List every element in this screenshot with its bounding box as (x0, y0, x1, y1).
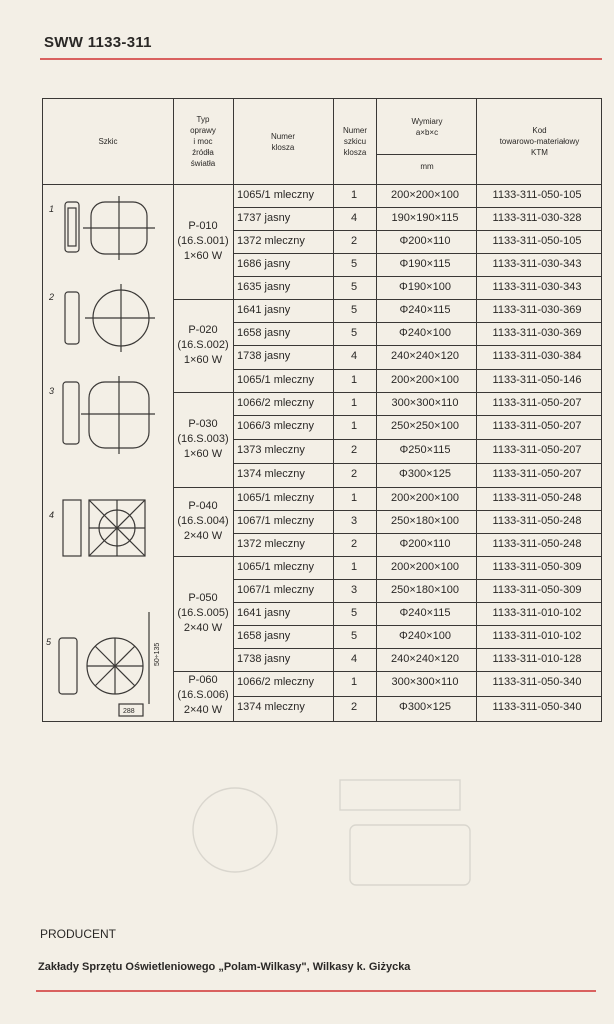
shade-sketch-number: 4 (350, 212, 358, 224)
table-row (233, 369, 601, 393)
lamp-shade-number: 1641 jasny (237, 607, 291, 619)
lamp-shade-number: 1686 jasny (237, 258, 291, 270)
lamp-shade-number: 1065/1 mleczny (237, 492, 315, 504)
ktm-code: 1133-311-050-207 (492, 468, 582, 480)
fixture-type-label: P-050 (16.S.005) 2×40 W (177, 591, 229, 634)
lamp-shade-number: 1372 mleczny (237, 538, 305, 550)
bottom-rule (36, 990, 596, 992)
table-row (233, 230, 601, 254)
group-divider (173, 671, 233, 672)
sketch-number: 2 (49, 292, 55, 302)
lamp-shade-number: 1738 jasny (237, 350, 291, 362)
producer-name: Zakłady Sprzętu Oświetleniowego „Polam-Wilkasy", Wilkasy k. Giżycka (38, 961, 411, 973)
dimensions: 200×200×100 (391, 561, 459, 573)
group-divider (173, 299, 233, 300)
shade-sketch-number: 2 (350, 468, 358, 480)
ktm-code: 1133-311-050-248 (492, 538, 582, 550)
dimensions: 250×250×100 (391, 420, 459, 432)
lamp-shade-number: 1658 jasny (237, 630, 291, 642)
shade-sketch-number: 5 (350, 258, 358, 270)
lamp-shade-number: 1374 mleczny (237, 701, 305, 713)
ktm-code: 1133-311-010-102 (492, 630, 582, 642)
sketch-p020 (65, 284, 155, 352)
table-row (233, 463, 601, 488)
header-shade-no: Numer szkicu klosza (342, 126, 367, 157)
table-row (233, 184, 601, 208)
table-row (233, 415, 601, 440)
dimensions: 190×190×115 (391, 212, 459, 224)
table-row (233, 392, 601, 416)
shade-sketch-number: 5 (350, 304, 358, 316)
dimensions: Φ240×115 (399, 607, 451, 619)
lamp-shade-number: 1066/3 mleczny (237, 420, 315, 432)
sketch-number: 4 (49, 510, 55, 520)
lamp-shade-number: 1065/1 mleczny (237, 189, 315, 201)
dimensions: 300×300×110 (391, 397, 459, 409)
dimensions: 240×240×120 (391, 653, 459, 665)
dimensions: Φ240×100 (399, 327, 451, 339)
ktm-code: 1133-311-050-340 (492, 701, 582, 713)
lamp-shade-number: 1372 mleczny (237, 235, 305, 247)
table-row (233, 671, 601, 697)
table-row (233, 439, 601, 464)
dimensions: Φ300×125 (399, 468, 451, 480)
header-code: Kod towarowo-materiałowy KTM (499, 126, 580, 157)
table-row (233, 345, 601, 370)
lamp-shade-number: 1641 jasny (237, 304, 291, 316)
ktm-code: 1133-311-050-309 (492, 584, 582, 596)
shade-sketch-number: 4 (350, 350, 358, 362)
ktm-code: 1133-311-050-309 (492, 561, 582, 573)
ktm-code: 1133-311-050-340 (492, 676, 582, 688)
table-row (233, 276, 601, 300)
ktm-code: 1133-311-050-146 (492, 374, 582, 386)
shade-sketch-number: 1 (350, 561, 358, 573)
table-row (233, 533, 601, 557)
shade-sketch-number: 2 (350, 701, 358, 713)
shade-sketch-number: 5 (350, 327, 358, 339)
shade-sketch-number: 1 (350, 397, 358, 409)
shade-sketch-number: 2 (350, 444, 358, 456)
ktm-code: 1133-311-050-207 (492, 420, 582, 432)
header-type: Typ oprawy i moc źródła światła (190, 115, 216, 168)
header-sketch: Szkic (98, 137, 118, 146)
ktm-code: 1133-311-050-207 (492, 444, 582, 456)
dimensions: 300×300×110 (391, 676, 459, 688)
dimensions: Φ200×110 (399, 538, 451, 550)
fixture-type-label: P-030 (16.S.003) 1×60 W (177, 417, 229, 460)
ktm-code: 1133-311-050-105 (492, 189, 582, 201)
dimensions: 200×200×100 (391, 189, 459, 201)
shade-sketch-number: 1 (350, 676, 358, 688)
header-dims: Wymiary a×b×c (411, 116, 443, 137)
shade-sketch-number: 3 (350, 515, 358, 527)
table-row (233, 322, 601, 346)
table-row (233, 299, 601, 323)
fixture-type-label: P-060 (16.S.006) 2×40 W (177, 674, 229, 716)
dimensions: 200×200×100 (391, 374, 459, 386)
ktm-code: 1133-311-030-343 (492, 258, 582, 270)
dimensions: Φ300×125 (399, 701, 451, 713)
lamp-shade-number: 1066/2 mleczny (237, 676, 315, 688)
shade-sketch-number: 5 (350, 607, 358, 619)
fixture-type-label: P-040 (16.S.004) 2×40 W (177, 499, 229, 542)
header-dims-unit: mm (420, 162, 434, 171)
dimensions: Φ200×110 (399, 235, 451, 247)
ktm-code: 1133-311-050-248 (492, 492, 582, 504)
page-title: SWW 1133-311 (44, 34, 152, 51)
fixture-type-label: P-020 (16.S.002) 1×60 W (177, 323, 229, 366)
lamp-shade-number: 1737 jasny (237, 212, 291, 224)
table-row (233, 556, 601, 580)
dimension-label: 50÷135 (154, 642, 161, 666)
sketch-p050 (59, 612, 149, 716)
lamp-shade-number: 1067/1 mleczny (237, 515, 315, 527)
ktm-code: 1133-311-050-207 (492, 397, 582, 409)
lamp-shade-number: 1635 jasny (237, 281, 291, 293)
group-divider (173, 556, 233, 557)
lamp-shade-number: 1374 mleczny (237, 468, 305, 480)
dimensions: Φ240×100 (399, 630, 451, 642)
ktm-code: 1133-311-050-105 (492, 235, 582, 247)
shade-sketch-number: 1 (350, 374, 358, 386)
ktm-code: 1133-311-030-369 (492, 327, 582, 339)
bleed-through-sketch (180, 770, 580, 890)
group-divider (173, 487, 233, 488)
group-divider (173, 392, 233, 393)
table-row (233, 602, 601, 626)
lamp-shade-number: 1067/1 mleczny (237, 584, 315, 596)
dimensions: Φ190×115 (399, 258, 451, 270)
lamp-shade-number: 1658 jasny (237, 327, 291, 339)
sketch-number: 1 (49, 204, 55, 214)
shade-sketch-number: 5 (350, 281, 358, 293)
table-row (233, 207, 601, 231)
shade-sketch-number: 5 (350, 630, 358, 642)
ktm-code: 1133-311-030-328 (492, 212, 582, 224)
dimensions: Φ240×115 (399, 304, 451, 316)
ktm-code: 1133-311-030-384 (492, 350, 582, 362)
product-table (42, 98, 602, 722)
sketch-p010 (65, 196, 155, 260)
lamp-shade-number: 1065/1 mleczny (237, 561, 315, 573)
table-row (233, 648, 601, 672)
dimensions: 250×180×100 (391, 584, 459, 596)
fixture-sketches (43, 184, 173, 721)
ktm-code: 1133-311-010-102 (492, 607, 582, 619)
lamp-shade-number: 1738 jasny (237, 653, 291, 665)
sketch-number: 5 (46, 637, 52, 647)
table-row (233, 487, 601, 511)
sketch-p030 (63, 376, 155, 454)
dims-subline (377, 154, 477, 155)
table-row (233, 253, 601, 277)
producer-label: PRODUCENT (40, 927, 117, 941)
dimension-label: 288 (123, 708, 135, 715)
shade-sketch-number: 2 (350, 235, 358, 247)
sketch-number: 3 (49, 386, 55, 396)
ktm-code: 1133-311-030-343 (492, 281, 582, 293)
sketch-p040 (63, 500, 145, 556)
ktm-code: 1133-311-030-369 (492, 304, 582, 316)
shade-sketch-number: 1 (350, 492, 358, 504)
header-number: Numer klosza (270, 131, 295, 152)
dimensions: Φ250×115 (399, 444, 451, 456)
top-rule (40, 58, 602, 60)
lamp-shade-number: 1065/1 mleczny (237, 374, 315, 386)
table-row (233, 579, 601, 603)
shade-sketch-number: 1 (350, 420, 358, 432)
shade-sketch-number: 2 (350, 538, 358, 550)
lamp-shade-number: 1373 mleczny (237, 444, 305, 456)
dimensions: 240×240×120 (391, 350, 459, 362)
shade-sketch-number: 3 (350, 584, 358, 596)
table-row (233, 625, 601, 649)
fixture-type-label: P-010 (16.S.001) 1×60 W (177, 219, 229, 262)
dimensions: 250×180×100 (391, 515, 459, 527)
ktm-code: 1133-311-010-128 (492, 653, 582, 665)
shade-sketch-number: 1 (350, 189, 358, 201)
table-row (233, 696, 601, 722)
shade-sketch-number: 4 (350, 653, 358, 665)
table-row (233, 510, 601, 534)
dimensions: 200×200×100 (391, 492, 459, 504)
ktm-code: 1133-311-050-248 (492, 515, 582, 527)
lamp-shade-number: 1066/2 mleczny (237, 397, 315, 409)
dimensions: Φ190×100 (399, 281, 451, 293)
